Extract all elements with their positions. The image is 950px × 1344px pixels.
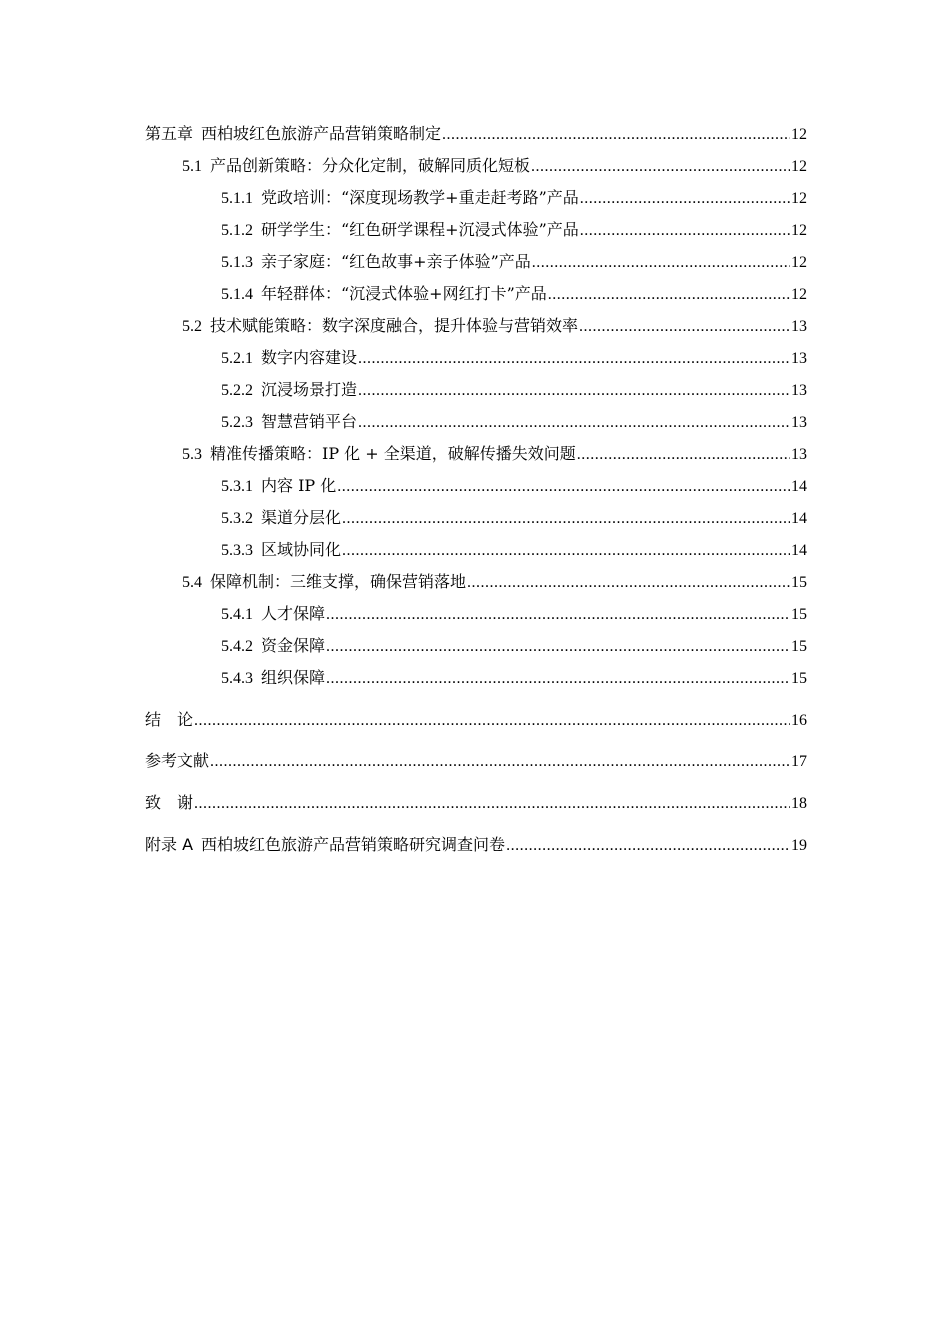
toc-entry-title: 西柏坡红色旅游产品营销策略研究调查问卷: [201, 834, 506, 854]
toc-entry-number: 5.4.3: [221, 670, 253, 687]
toc-entry-number: 5.1.1: [221, 190, 253, 207]
dot-leader: [358, 343, 790, 375]
toc-entry-page-number: 17: [791, 753, 807, 771]
toc-entry-title: 人才保障: [261, 604, 326, 623]
toc-entry-page-number: 14: [791, 542, 807, 559]
toc-entry-title: 精准传播策略：IP 化 + 全渠道，破解传播失效问题: [210, 444, 576, 463]
dot-leader: [326, 599, 790, 631]
toc-entry-page-number: 13: [791, 446, 807, 463]
toc-entry[interactable]: [145, 182, 807, 214]
toc-entry[interactable]: [145, 787, 807, 819]
toc-entry[interactable]: [145, 118, 807, 150]
toc-entry[interactable]: [145, 598, 807, 630]
toc-entry-number: 第五章: [145, 124, 194, 143]
dot-leader: [342, 535, 790, 567]
dot-leader: [580, 215, 790, 247]
dot-leader: [194, 705, 790, 737]
toc-entry-number: 5.1: [182, 158, 202, 175]
toc-entry-title: 沉浸场景打造: [261, 380, 358, 399]
toc-entry-page-number: 12: [791, 286, 807, 303]
toc-entry-title: 党政培训：“深度现场教学+重走赶考路”产品: [261, 188, 579, 207]
dot-leader: [577, 439, 790, 471]
toc-entry[interactable]: [145, 502, 807, 534]
toc-entry-title: 致 谢: [145, 793, 194, 813]
toc-entry-number: 5.2.1: [221, 350, 253, 367]
toc-entry-title: 区域协同化: [261, 540, 342, 559]
dot-leader: [506, 830, 790, 862]
toc-entry[interactable]: [145, 214, 807, 246]
toc-entry-page-number: 16: [791, 711, 807, 729]
toc-entry-title: 研学学生：“红色研学课程+沉浸式体验”产品: [261, 220, 579, 239]
toc-entry-title: 组织保障: [261, 668, 326, 687]
toc-entry-title: 产品创新策略：分众化定制，破解同质化短板: [210, 156, 531, 175]
dot-leader: [337, 471, 790, 503]
toc-entry-page-number: 15: [791, 574, 807, 591]
dot-leader: [532, 247, 790, 279]
dot-leader: [210, 746, 790, 778]
toc-entry[interactable]: [145, 630, 807, 662]
toc-entry-page-number: 14: [791, 478, 807, 495]
toc-entry[interactable]: [145, 310, 807, 342]
toc-entry-page-number: 15: [791, 606, 807, 623]
dot-leader: [358, 407, 790, 439]
toc-entry[interactable]: [145, 829, 807, 861]
dot-leader: [358, 375, 790, 407]
toc-entry-page-number: 13: [791, 318, 807, 335]
toc-entry-page-number: 18: [791, 795, 807, 813]
dot-leader: [194, 788, 790, 820]
toc-entry-title: 技术赋能策略：数字深度融合，提升体验与营销效率: [210, 316, 579, 335]
toc-entry-number: 5.3.1: [221, 478, 253, 495]
dot-leader: [580, 183, 790, 215]
toc-entry-number: 5.3: [182, 446, 202, 463]
dot-leader: [579, 311, 790, 343]
toc-entry-title: 年轻群体：“沉浸式体验+网红打卡”产品: [261, 284, 547, 303]
toc-entry-number: 附录 A: [145, 834, 194, 854]
toc-entry-number: 5.1.4: [221, 286, 253, 303]
dot-leader: [326, 663, 790, 695]
toc-entry-number: 5.2.2: [221, 382, 253, 399]
dot-leader: [342, 503, 790, 535]
toc-entry-number: 5.3.2: [221, 510, 253, 527]
toc-entry-title: 内容 IP 化: [261, 476, 337, 495]
toc-entry-page-number: 13: [791, 350, 807, 367]
toc-entry[interactable]: [145, 662, 807, 694]
toc-entry[interactable]: [145, 534, 807, 566]
toc-entry-page-number: 13: [791, 414, 807, 431]
toc-entry-title: 结 论: [145, 709, 194, 729]
dot-leader: [548, 279, 790, 311]
dot-leader: [326, 631, 790, 663]
toc-entry-page-number: 14: [791, 510, 807, 527]
dot-leader: [467, 567, 790, 599]
toc-entry-page-number: 12: [791, 126, 807, 143]
toc-entry-page-number: 15: [791, 638, 807, 655]
toc-entry-page-number: 12: [791, 190, 807, 207]
toc-entry[interactable]: [145, 438, 807, 470]
toc-entry-title: 保障机制：三维支撑，确保营销落地: [210, 572, 467, 591]
toc-entry-page-number: 13: [791, 382, 807, 399]
toc-entry-title: 参考文献: [145, 751, 210, 771]
toc-entry[interactable]: [145, 566, 807, 598]
dot-leader: [442, 119, 790, 151]
toc-entry[interactable]: [145, 406, 807, 438]
toc-entry[interactable]: [145, 704, 807, 736]
toc-entry[interactable]: [145, 342, 807, 374]
toc-entry-number: 5.2.3: [221, 414, 253, 431]
toc-entry-number: 5.4: [182, 574, 202, 591]
table-of-contents: [145, 118, 807, 861]
toc-entry-page-number: 12: [791, 158, 807, 175]
toc-entry-page-number: 15: [791, 670, 807, 687]
toc-entry[interactable]: [145, 470, 807, 502]
toc-entry-number: 5.4.1: [221, 606, 253, 623]
toc-entry-title: 智慧营销平台: [261, 412, 358, 431]
toc-entry-title: 资金保障: [261, 636, 326, 655]
toc-entry[interactable]: [145, 374, 807, 406]
toc-entry-page-number: 12: [791, 254, 807, 271]
toc-entry-number: 5.4.2: [221, 638, 253, 655]
toc-entry[interactable]: [145, 745, 807, 777]
toc-entry-number: 5.1.2: [221, 222, 253, 239]
toc-entry-title: 渠道分层化: [261, 508, 342, 527]
toc-entry-number: 5.2: [182, 318, 202, 335]
toc-entry[interactable]: [145, 150, 807, 182]
toc-entry-number: 5.3.3: [221, 542, 253, 559]
toc-entry-number: 5.1.3: [221, 254, 253, 271]
toc-entry[interactable]: [145, 246, 807, 278]
toc-entry-title: 数字内容建设: [261, 348, 358, 367]
toc-entry-page-number: 19: [791, 836, 807, 854]
toc-entry[interactable]: [145, 278, 807, 310]
toc-entry-title: 亲子家庭：“红色故事+亲子体验”产品: [261, 252, 531, 271]
toc-entry-title: 西柏坡红色旅游产品营销策略制定: [201, 124, 442, 143]
dot-leader: [531, 151, 790, 183]
toc-entry-page-number: 12: [791, 222, 807, 239]
